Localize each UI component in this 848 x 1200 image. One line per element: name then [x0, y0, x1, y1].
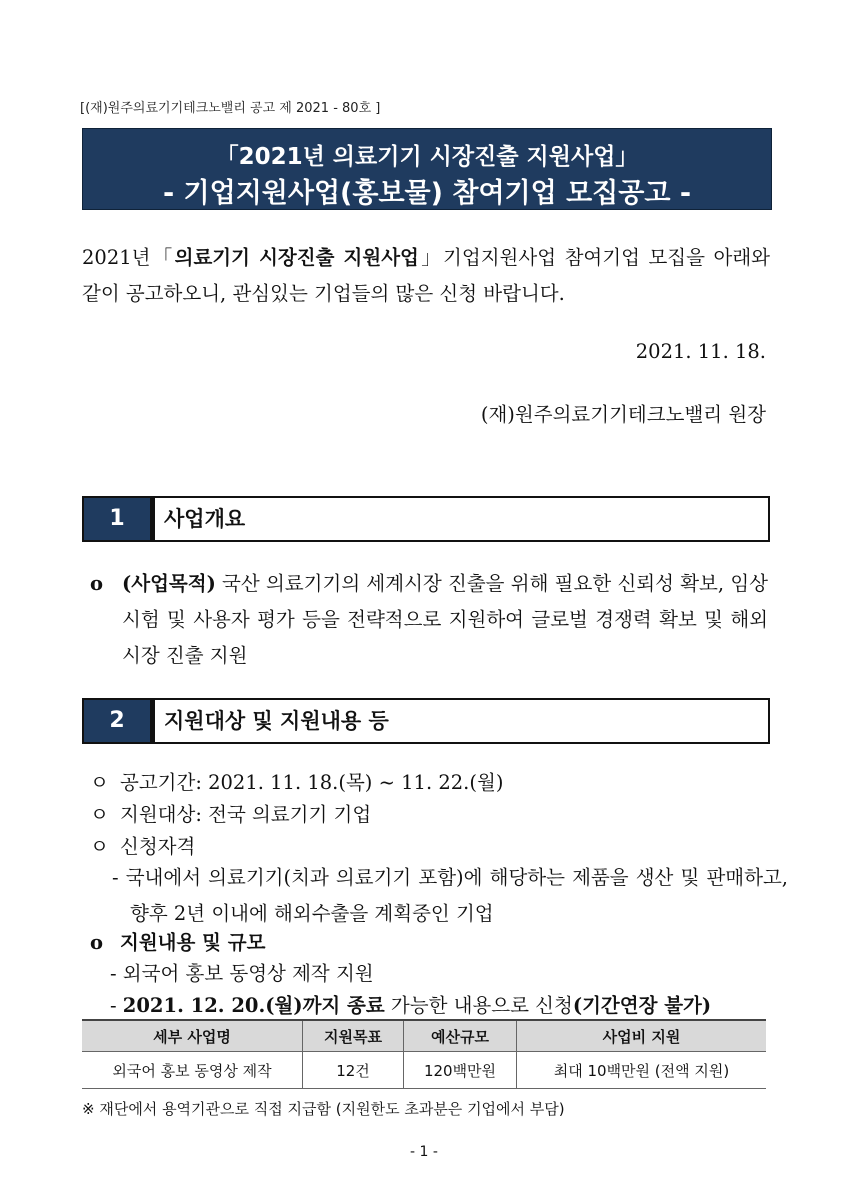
qualification-label: 신청자격: [120, 835, 196, 858]
table-cell: 외국어 홍보 동영상 제작: [82, 1052, 303, 1089]
table-cell: 120백만원: [404, 1052, 517, 1089]
qualification-text: - 국내에서 의료기기(치과 의료기기 포함)에 해당하는 제품을 생산 및 판매하고, 향후 2년 이내에 해외수출을 계획중인 기업: [112, 866, 788, 925]
section-1-title: 사업개요: [164, 507, 246, 531]
bullet-marker: ㅇ: [90, 835, 109, 858]
table-cell: 최대 10백만원 (전액 지원): [517, 1052, 767, 1089]
title-banner: [82, 128, 772, 210]
notice-number: [(재)원주의료기기테크노밸리 공고 제 2021 - 80호 ]: [80, 101, 381, 116]
target-item: [90, 797, 371, 833]
content-item-2-note: (기간연장 불가): [572, 994, 712, 1017]
period-text: 공고기간: 2021. 11. 18.(목) ~ 11. 22.(월): [120, 771, 504, 794]
table-cell: 12건: [303, 1052, 404, 1089]
content-label: 지원내용 및 규모: [120, 931, 266, 954]
section-number-divider: [150, 700, 155, 742]
intro-paragraph: [82, 240, 770, 312]
table-row: [82, 1052, 766, 1089]
section-2-header: [82, 698, 770, 744]
footnote: ※ 재단에서 용역기관으로 직접 지급함 (지원한도 초과분은 기업에서 부담): [82, 1100, 565, 1118]
purpose-label: (사업목적): [122, 572, 216, 595]
period-item: [90, 765, 503, 801]
intro-program: 의료기기 시장진출 지원사업: [174, 246, 419, 269]
target-text: 지원대상: 전국 의료기기 기업: [120, 803, 372, 826]
announcement-date: 2021. 11. 18.: [635, 340, 766, 363]
bullet-marker: o: [90, 931, 104, 954]
title-line-2: - 기업지원사업(홍보물) 참여기업 모집공고 -: [162, 178, 692, 209]
table-header-cell: 예산규모: [404, 1020, 517, 1052]
purpose-text: 국산 의료기기의 세계시장 진출을 위해 필요한 신뢰성 확보, 임상시험 및 사용자 평가 등을 전략적으로 지원하여 글로벌 경쟁력 확보 및 해외 시장 진출 지원: [122, 572, 768, 667]
bullet-marker: o: [90, 572, 104, 595]
page-number: - 1 -: [410, 1144, 438, 1160]
intro-suffix: 」기업지원사업 참여기업 모집을 아래와 같이 공고하오니, 관심있는 기업들의 많은 신청 바랍니다.: [82, 246, 770, 305]
bullet-marker: ㅇ: [90, 771, 109, 794]
table-header-cell: 세부 사업명: [82, 1020, 303, 1052]
section-number-divider: [150, 498, 155, 540]
table-header-cell: 사업비 지원: [517, 1020, 767, 1052]
content-item-1: - 외국어 홍보 동영상 제작 지원: [110, 962, 374, 985]
section-2-title: 지원대상 및 지원내용 등: [164, 709, 389, 733]
content-item-2-prefix: -: [110, 994, 123, 1017]
section-2-number: 2: [84, 700, 150, 742]
content-item-2-deadline: 2021. 12. 20.(월)까지 종료: [122, 994, 385, 1017]
section-1-header: [82, 496, 770, 542]
bullet-marker: ㅇ: [90, 803, 109, 826]
table-header-row: [82, 1020, 766, 1052]
section-1-purpose: [82, 566, 768, 674]
title-line-1: 「2021년 의료기기 시장진출 지원사업」: [215, 144, 639, 170]
intro-prefix: 2021년「: [82, 246, 175, 269]
content-item-2-middle: 가능한 내용으로 신청: [384, 994, 573, 1017]
section-1-number: 1: [84, 498, 150, 540]
support-table: [82, 1019, 766, 1089]
issuer: (재)원주의료기기테크노밸리 원장: [480, 403, 766, 426]
table-header-cell: 지원목표: [303, 1020, 404, 1052]
